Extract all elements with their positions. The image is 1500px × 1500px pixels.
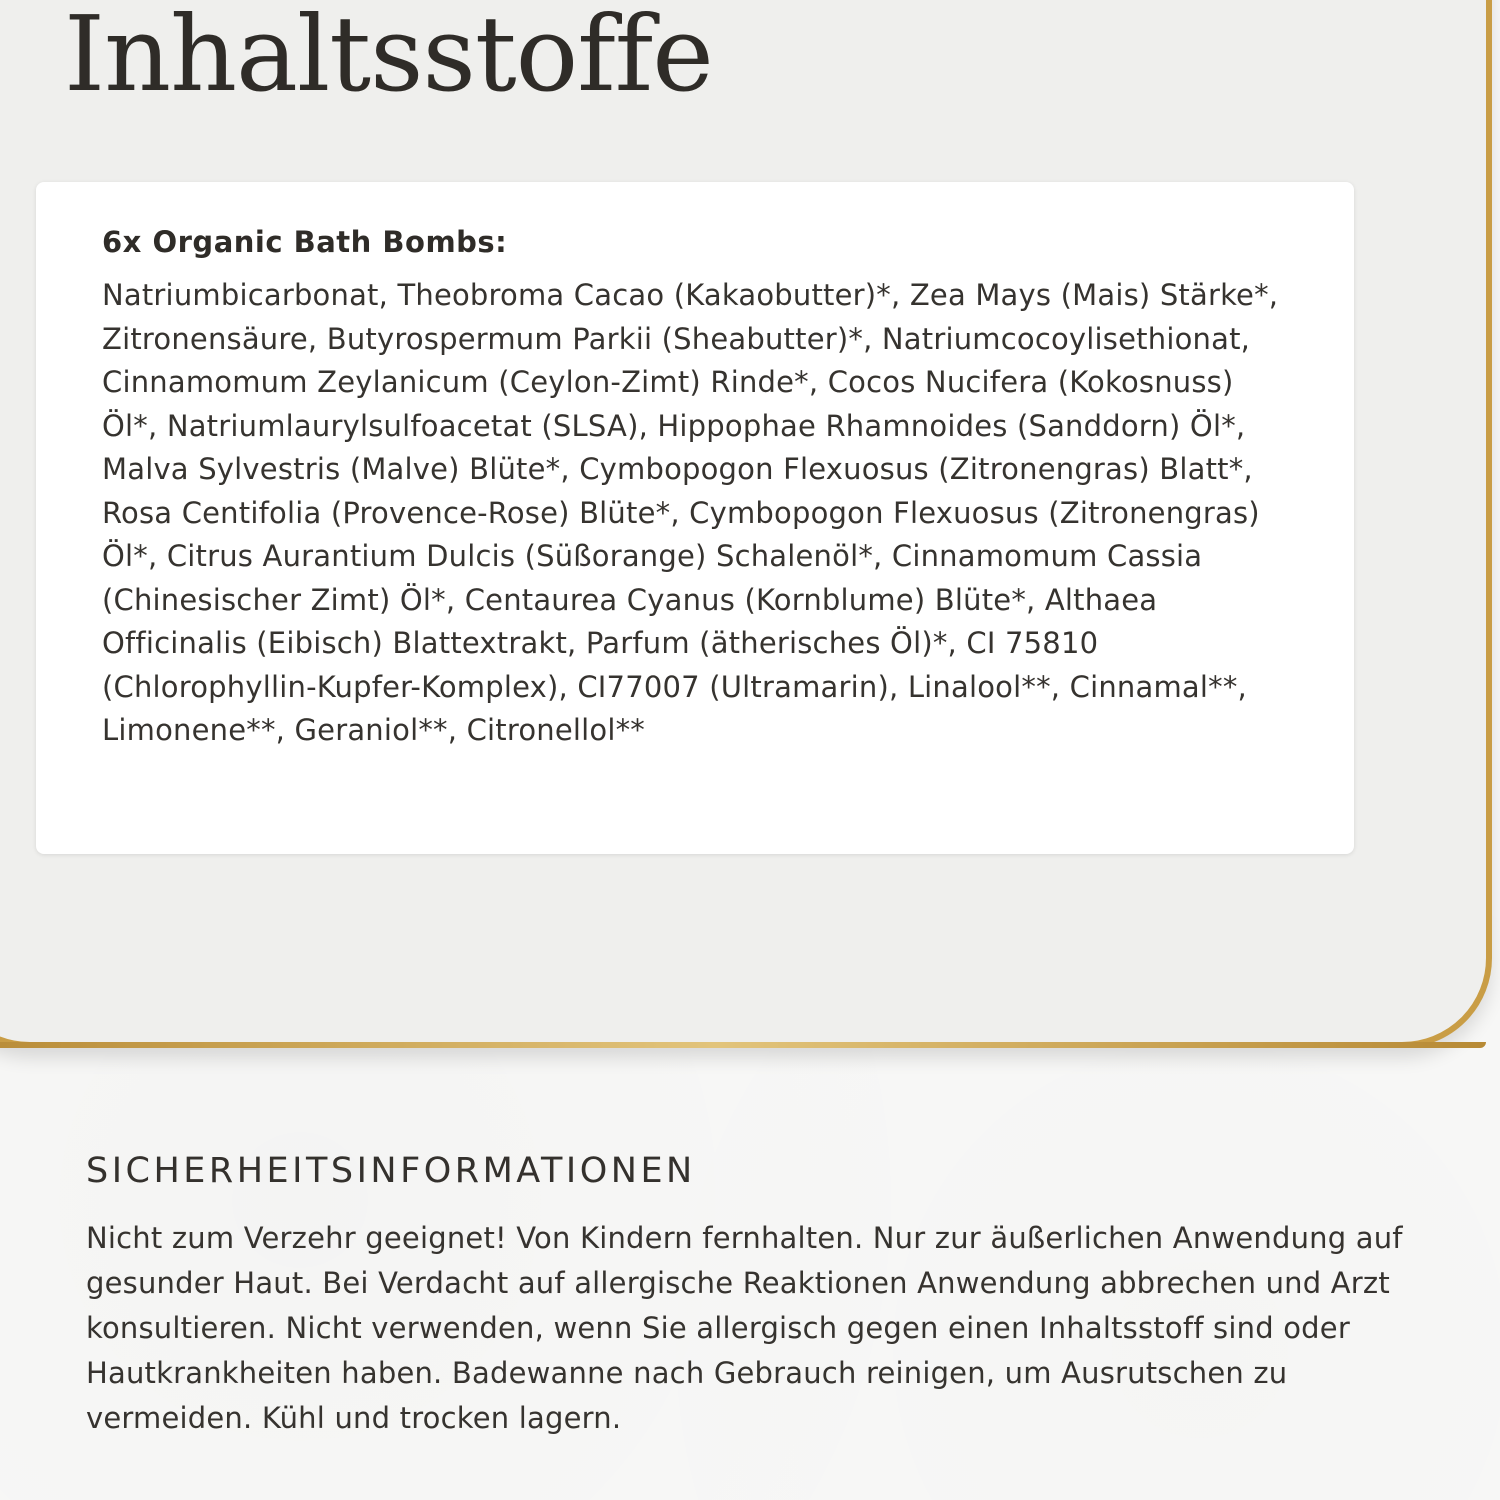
ingredients-list-text: Natriumbicarbonat, Theobroma Cacao (Kakaobutter)*, Zea Mays (Mais) Stärke*, Zitronensäure, Butyrospermum Parkii (Sheabutter)*, Natriumcocoylisethionat, Cinnamomum Zeylanicum (Ceylon-Zimt) Rinde*, Cocos Nucifera (Kokosnuss) Öl*, Natriumlaurylsulfoacetat (SLSA), Hippophae Rhamnoides (Sanddorn) Öl*, Malva Sylvestris (Malve) Blüte*, Cymbopogon Flexuosus (Zitronengras) Blatt*, Rosa Centifolia (Provence-Rose) Blüte*, Cymbopogon Flexuosus (Zitronengras) Öl*, Citrus Aurantium Dulcis (Süßorange) Schalenöl*, Cinnamomum Cassia (Chinesischer Zimt) Öl*, Centaurea Cyanus (Kornblume) Blüte*, Althaea Officinalis (Eibisch) Blattextrakt, Parfum (ätherisches Öl)*, CI 75810 (Chlorophyllin-Kupfer-Komplex), CI77007 (Ultramarin), Linalool**, Cinnamal**, Limonene**, Geraniol**, Citronellol** (102, 278, 1279, 747)
safety-information-text: Nicht zum Verzehr geeignet! Von Kindern fernhalten. Nur zur äußerlichen Anwendung auf gesunder Haut. Bei Verdacht auf allergische Reaktionen Anwendung abbrechen und Arzt konsultieren. Nicht verwenden, wenn Sie allergisch gegen einen Inhaltsstoff sind oder Hautkrankheiten haben. Badewanne nach Gebrauch reinigen, um Ausrutschen zu vermeiden. Kühl und trocken lagern. (86, 1221, 1403, 1435)
page-title: Inhaltsstoffe (64, 0, 713, 115)
product-ingredients-heading: 6x Organic Bath Bombs: (102, 225, 508, 259)
ingredients-card (36, 182, 1354, 854)
safety-information-heading: SICHERHEITSINFORMATIONEN (86, 1151, 696, 1191)
